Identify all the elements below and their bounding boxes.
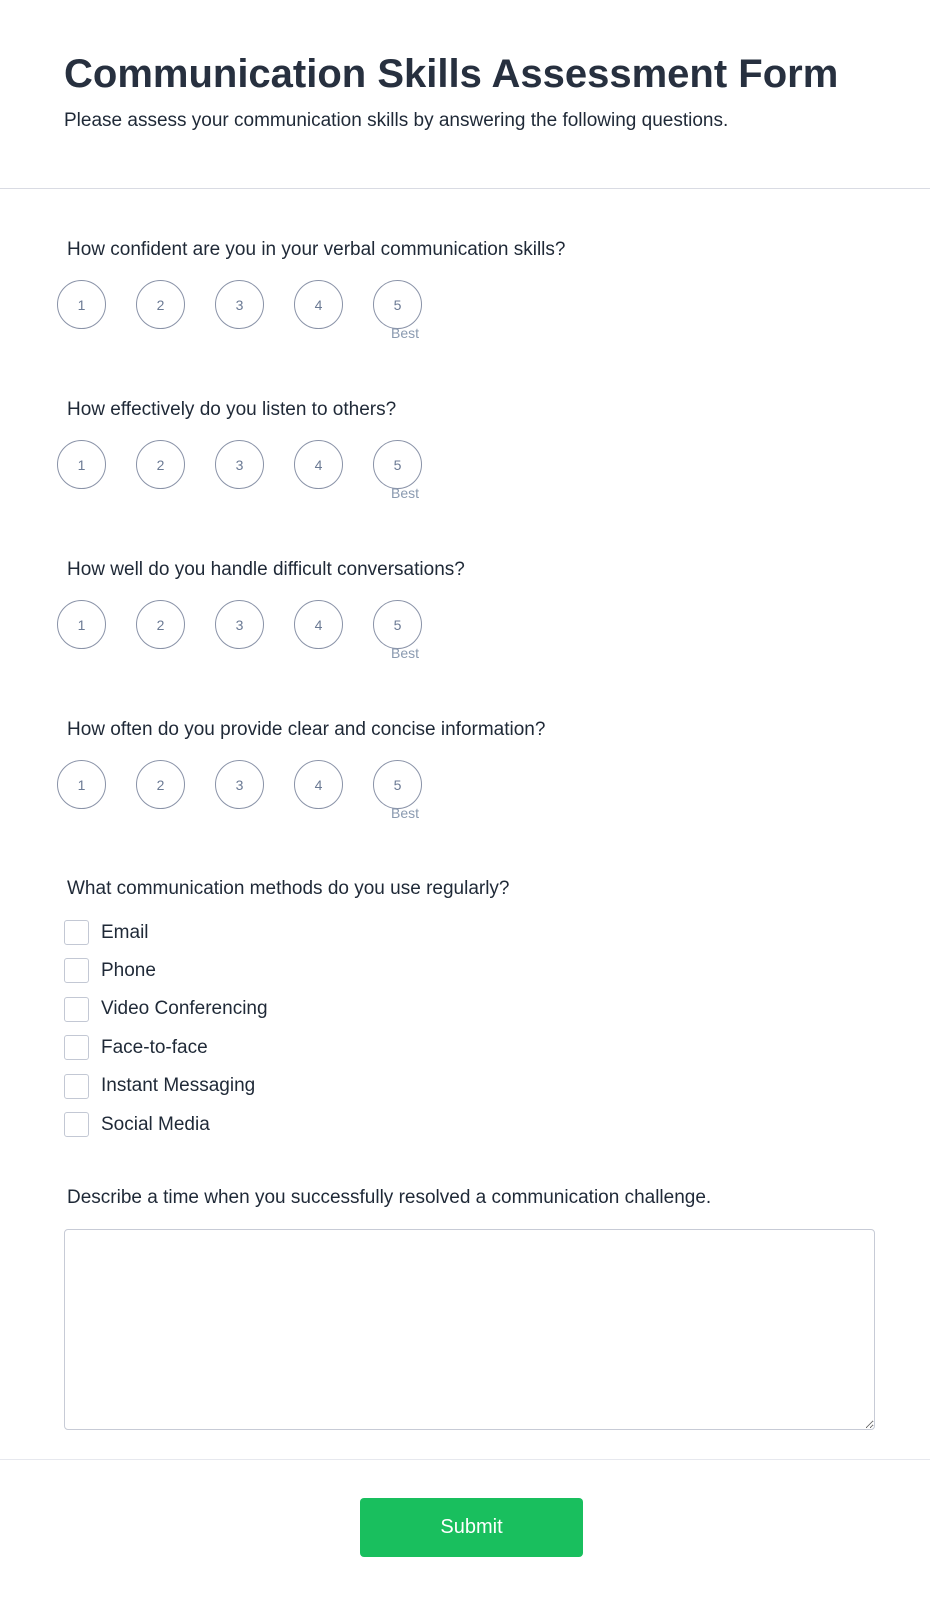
checkbox[interactable] — [64, 997, 89, 1022]
best-label: Best — [391, 645, 420, 661]
question-label: How confident are you in your verbal communication skills? — [67, 239, 566, 260]
checkbox[interactable] — [64, 1112, 89, 1137]
rating-option-5[interactable]: 5 — [373, 760, 422, 809]
checkbox-label: Face-to-face — [101, 1036, 208, 1058]
form-header — [0, 0, 930, 189]
checkbox[interactable] — [64, 958, 89, 983]
method-option[interactable] — [64, 958, 156, 983]
checkbox-label: Email — [101, 921, 149, 943]
checkbox-label: Phone — [101, 959, 156, 981]
question-label: How often do you provide clear and concise information? — [67, 719, 546, 740]
checkbox-label: Video Conferencing — [101, 998, 268, 1020]
method-option[interactable] — [64, 1112, 210, 1137]
best-label: Best — [391, 485, 420, 501]
method-option[interactable] — [64, 1074, 255, 1099]
submit-button[interactable]: Submit — [360, 1498, 583, 1557]
rating-option-4[interactable]: 4 — [294, 600, 343, 649]
rating-option-4[interactable]: 4 — [294, 760, 343, 809]
rating-option-5[interactable]: 5 — [373, 280, 422, 329]
footer-divider — [0, 1459, 930, 1460]
rating-option-5[interactable]: 5 — [373, 600, 422, 649]
page-subtitle: Please assess your communication skills by answering the following questions. — [64, 110, 729, 131]
rating-option-3[interactable]: 3 — [215, 760, 264, 809]
rating-option-2[interactable]: 2 — [136, 600, 185, 649]
rating-option-1[interactable]: 1 — [57, 280, 106, 329]
best-label: Best — [391, 325, 420, 341]
rating-option-4[interactable]: 4 — [294, 280, 343, 329]
checkbox[interactable] — [64, 1074, 89, 1099]
checkbox[interactable] — [64, 1035, 89, 1060]
best-label: Best — [391, 805, 420, 821]
rating-option-2[interactable]: 2 — [136, 280, 185, 329]
rating-option-2[interactable]: 2 — [136, 440, 185, 489]
rating-option-3[interactable]: 3 — [215, 280, 264, 329]
method-option[interactable] — [64, 1035, 208, 1060]
question-label: How effectively do you listen to others? — [67, 399, 397, 420]
rating-option-4[interactable]: 4 — [294, 440, 343, 489]
rating-option-2[interactable]: 2 — [136, 760, 185, 809]
rating-option-3[interactable]: 3 — [215, 440, 264, 489]
rating-option-5[interactable]: 5 — [373, 440, 422, 489]
method-option[interactable] — [64, 997, 268, 1022]
rating-option-1[interactable]: 1 — [57, 600, 106, 649]
checkbox-label: Social Media — [101, 1113, 210, 1135]
method-option[interactable] — [64, 920, 149, 945]
rating-option-1[interactable]: 1 — [57, 440, 106, 489]
checkbox[interactable] — [64, 920, 89, 945]
rating-option-3[interactable]: 3 — [215, 600, 264, 649]
question-label: How well do you handle difficult conversations? — [67, 559, 465, 580]
checkbox-label: Instant Messaging — [101, 1075, 256, 1097]
question-label: Describe a time when you successfully resolved a communication challenge. — [67, 1187, 712, 1208]
question-label: What communication methods do you use regularly? — [67, 878, 510, 899]
rating-option-1[interactable]: 1 — [57, 760, 106, 809]
page-title: Communication Skills Assessment Form — [64, 52, 839, 96]
describe-textarea[interactable] — [64, 1229, 875, 1430]
